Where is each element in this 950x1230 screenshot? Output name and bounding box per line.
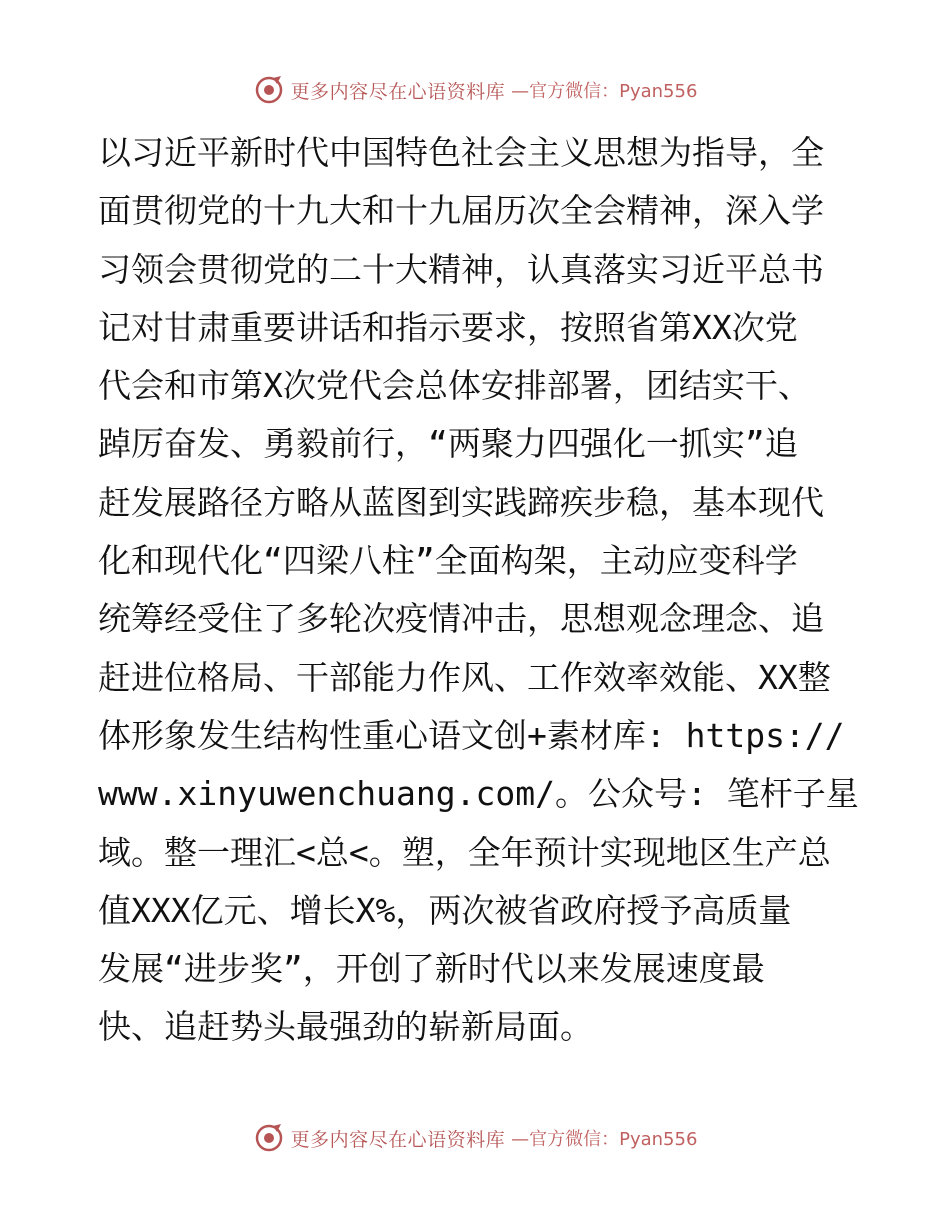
- body-line: 统筹经受住了多轮次疫情冲击，思想观念理念、追: [98, 599, 824, 639]
- body-line: 踔厉奋发、勇毅前行，“两聚力四强化一抓实”追: [98, 424, 798, 464]
- body-line: 发展“进步奖”，开创了新时代以来发展速度最: [98, 949, 765, 989]
- body-line: 代会和市第X次党代会总体安排部署，团结实干、: [98, 366, 811, 406]
- watermark-main-text: 更多内容尽在心语资料库: [290, 1128, 506, 1151]
- quill-seal-icon: [253, 74, 285, 106]
- quill-seal-icon: [253, 1122, 285, 1154]
- watermark-sub-text: —官方微信：Pyan556: [511, 81, 698, 102]
- body-line: 域。整一理汇<总<。塑，全年预计实现地区生产总: [98, 832, 831, 872]
- body-line: 习领会贯彻党的二十大精神，认真落实习近平总书: [98, 249, 824, 289]
- body-line: 赶进位格局、干部能力作风、工作效率效能、XX整: [98, 657, 831, 697]
- document-body: [98, 124, 868, 1057]
- body-line: www.xinyuwenchuang.com/。公众号: 笔杆子星: [98, 774, 859, 814]
- body-line: 记对甘肃重要讲话和指示要求，按照省第XX次党: [98, 307, 798, 347]
- body-line: 以习近平新时代中国特色社会主义思想为指导，全: [98, 133, 824, 172]
- watermark-sub-text: —官方微信：Pyan556: [511, 1129, 698, 1150]
- body-line: 化和现代化“四梁八柱”全面构架，主动应变科学: [98, 541, 798, 581]
- footer-watermark: [0, 1118, 950, 1158]
- body-line: 赶发展路径方略从蓝图到实践蹄疾步稳，基本现代: [98, 482, 824, 522]
- body-line: 值XXX亿元、增长X%，两次被省政府授予高质量: [98, 890, 792, 930]
- body-line: 快、追赶势头最强劲的崭新局面。: [98, 1007, 593, 1047]
- body-line: 体形象发生结构性重心语文创+素材库: https://: [98, 715, 845, 755]
- header-watermark: [0, 70, 950, 110]
- body-line: 面贯彻党的十九大和十九届历次全会精神，深入学: [98, 191, 824, 231]
- watermark-main-text: 更多内容尽在心语资料库: [290, 80, 506, 103]
